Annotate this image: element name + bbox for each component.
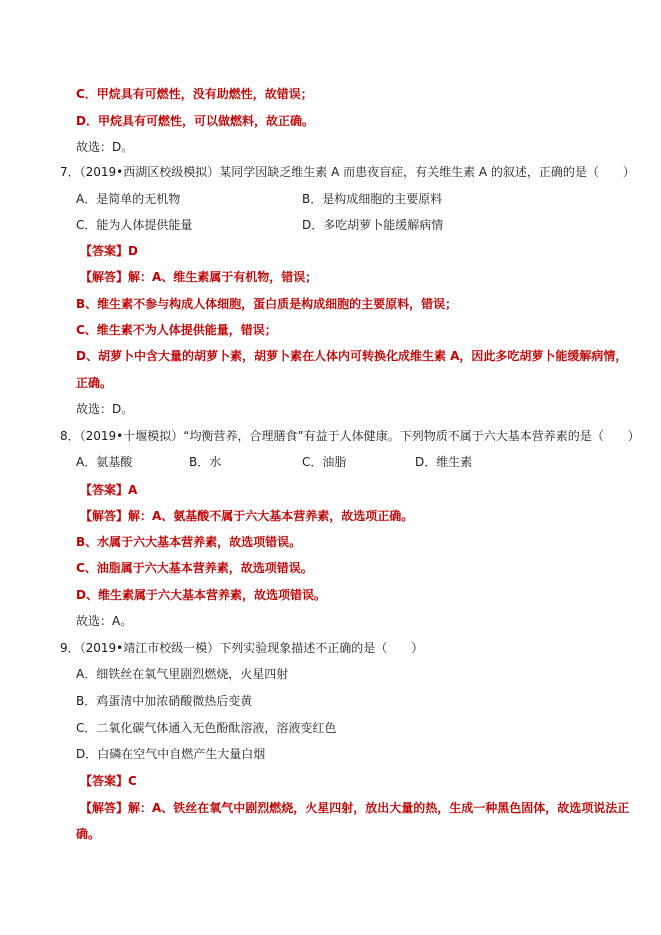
analysis-line: C、维生素不为人体提供能量，错误； [76,323,277,337]
analysis-line: 【解答】解：A、铁丝在氧气中剧烈燃烧，火星四射，放出大量的热，生成一种黑色固体，故选项说法正 [80,801,630,815]
option-d: D．白磷在空气中自燃产生大量白烟 [76,747,266,761]
question-stem: 8．（2019•十堰模拟）“均衡营养，合理膳食”有益于人体健康。下列物质不属于六大基本营养素的是（ ） [60,429,640,443]
option-a: A．细铁丝在氧气里剧烈燃烧，火星四射 [76,667,289,681]
answer-label: 【答案】A [80,483,138,497]
analysis-line: C．甲烷具有可燃性，没有助燃性，故错误； [76,87,313,101]
analysis-line: 确。 [76,827,101,841]
option-a: A．氨基酸 [76,455,133,469]
analysis-line: D．甲烷具有可燃性，可以做燃料，故正确。 [76,114,314,128]
analysis-line: B、水属于六大基本营养素，故选项错误。 [76,535,302,549]
option-b: B．鸡蛋清中加浓硝酸微热后变黄 [76,694,253,708]
analysis-line: C、油脂属于六大基本营养素，故选项错误。 [76,561,313,575]
option-b: B．水 [189,455,222,469]
answer-label: 【答案】C [80,774,137,788]
option-d: D．多吃胡萝卜能缓解病情 [302,218,444,232]
option-c: C．能为人体提供能量 [76,218,193,232]
choice-line: 故选：A。 [76,614,133,628]
choice-line: 故选：D。 [76,402,134,416]
option-b: B．是构成细胞的主要原料 [302,192,443,206]
answer-label: 【答案】D [80,244,138,258]
option-d: D．维生素 [415,455,473,469]
option-a: A．是简单的无机物 [76,192,181,206]
analysis-line: 【解答】解：A、氨基酸不属于六大基本营养素，故选项正确。 [80,509,414,523]
analysis-line: 正确。 [76,376,113,390]
question-stem: 9．（2019•靖江市校级一模）下列实验现象描述不正确的是（ ） [60,641,424,655]
choice-line: 故选：D。 [76,140,134,154]
analysis-line: D、维生素属于六大基本营养素，故选项错误。 [76,588,326,602]
analysis-line: 【解答】解：A、维生素属于有机物，错误； [80,270,318,284]
question-stem: 7．（2019•西湖区校级模拟）某同学因缺乏维生素 A 而患夜盲症，有关维生素 A 的叙述，正确的是（ ） [60,165,635,179]
option-c: C．二氧化碳气体通入无色酚酞溶液，溶液变红色 [76,721,337,735]
option-c: C．油脂 [302,455,347,469]
analysis-line: B、维生素不参与构成人体细胞，蛋白质是构成细胞的主要原料，错误； [76,297,458,311]
analysis-line: D、胡萝卜中含大量的胡萝卜素，胡萝卜素在人体内可转换化成维生素 A，因此多吃胡萝卜能缓解病情， [76,349,628,363]
